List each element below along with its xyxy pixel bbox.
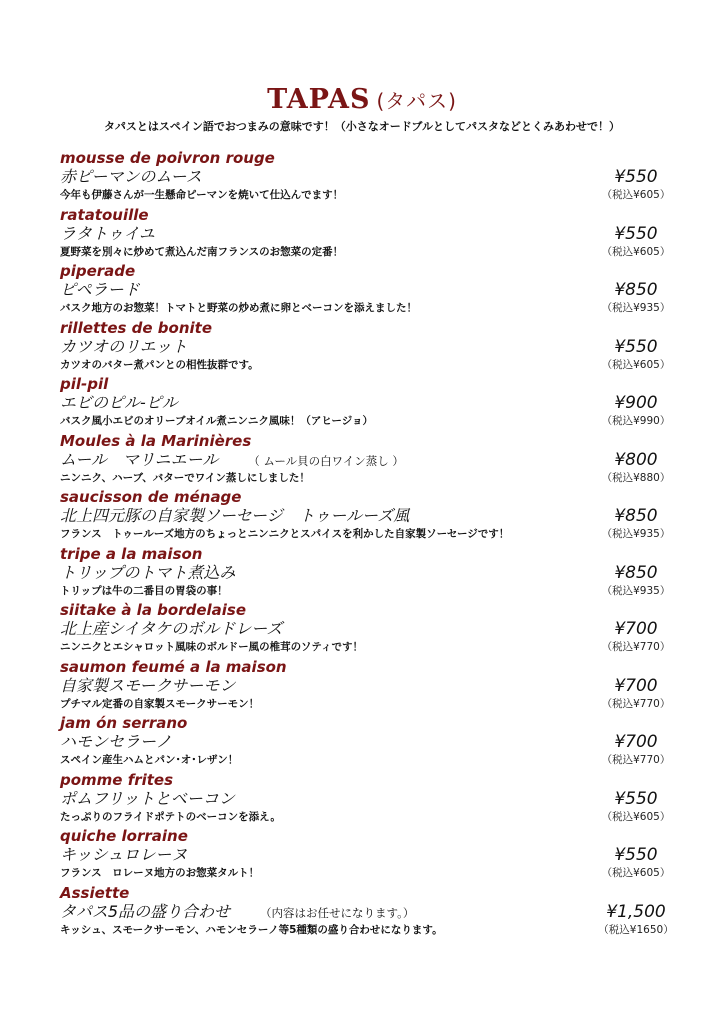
item-price: ¥700 [614,675,658,696]
item-french-name: pomme frites [60,770,174,789]
item-japanese-label: 赤ピーマンのムース [60,167,202,186]
item-price: ¥700 [614,732,658,752]
menu-item [58,715,676,772]
item-price: ¥850 [614,506,658,526]
menu-item [58,207,676,264]
item-description: キッシュ、スモークサーモン、ハモンセラーノ等5種類の盛り合わせになります。 [60,923,443,936]
item-price-with-tax: （税込¥770） [601,697,671,710]
item-french-name: Moules à la Marinières [60,431,252,450]
menu-item [58,659,676,716]
item-price-with-tax: （税込¥935） [601,528,671,540]
item-japanese-name [60,563,235,583]
title-text: TAPAS [267,84,371,115]
menu-item [58,828,676,885]
menu-item [58,320,676,377]
item-description: 今年も伊藤さんが一生懸命ピーマンを焼いて仕込んでます！ [60,189,344,201]
item-description: スペイン産生ハムとパン･オ･レザン！ [60,754,239,766]
item-french-name: saucisson de ménage [60,488,242,506]
item-note: （内容はお任せになります。） [260,905,415,920]
item-price-with-tax: （税込¥605） [601,358,671,371]
intro-text: タパスとはスペイン語でおつまみの意味です！（小さなオードブルとしてパスタなどとくみあわせで！） [103,120,620,133]
item-price: ¥1,500 [606,901,666,922]
item-french-name: piperade [60,262,136,280]
item-price-with-tax: （税込¥935） [601,302,671,314]
item-price-with-tax: （税込¥770） [601,641,671,653]
page-title [0,84,724,115]
item-description: 夏野菜を別々に炒めて煮込んだ南フランスのお惣菜の定番！ [60,245,344,258]
item-japanese-label: ハモンセラーノ [60,732,172,751]
item-japanese-name [60,450,404,470]
item-note: （ ムール貝の白ワイン蒸し ） [248,453,404,468]
item-price-with-tax: （税込¥880） [601,471,671,484]
menu-item [58,602,676,659]
item-price-with-tax: （税込¥990） [601,415,671,427]
item-japanese-label: ラタトゥイユ [60,223,155,243]
item-price: ¥550 [614,336,658,357]
menu-item [58,263,676,320]
item-japanese-label: 北上産シイタケのボルドレーズ [60,619,283,638]
item-description: フランス ロレーヌ地方のお惣菜タルト！ [60,867,260,879]
item-japanese-label: 北上四元豚の自家製ソーセージ トゥールーズ風 [60,506,410,525]
item-japanese-label: 自家製スモークサーモン [60,675,236,695]
item-japanese-label: キッシュロレーヌ [60,845,188,864]
item-japanese-name [60,732,172,752]
item-french-name: pil-pil [60,375,109,393]
item-description: フランス トゥールーズ地方のちょっとニンニクとスパイスを利かした自家製ソーセージです！ [60,528,510,540]
item-price: ¥700 [614,619,658,639]
item-description: バスク地方のお惣菜！トマトと野菜の炒め煮に卵とベーコンを添えました！ [60,302,417,314]
item-price-with-tax: （税込¥935） [601,584,671,597]
item-french-name: mousse de poivron rouge [60,149,275,167]
item-description: カツオのバター煮パンとの相性抜群です。 [60,358,259,371]
item-price: ¥550 [614,223,658,244]
item-french-name: quiche lorraine [60,827,188,845]
item-japanese-name [60,506,409,526]
item-description: トリップは牛の二番目の胃袋の事！ [60,584,228,597]
menu-item [58,489,676,546]
item-price-with-tax: （税込¥605） [601,189,671,201]
item-japanese-name [60,224,155,244]
item-japanese-label: トリップのトマト煮込み [60,562,236,582]
item-price: ¥550 [614,788,658,809]
item-french-name: siitake à la bordelaise [60,601,247,619]
item-price: ¥850 [614,280,658,300]
item-french-name: tripe a la maison [60,544,203,563]
item-french-name: Assiette [60,883,130,902]
item-price-with-tax: （税込¥605） [601,867,671,879]
item-french-name: ratatouille [60,205,149,224]
item-japanese-label: カツオのリエット [60,336,188,356]
item-japanese-name [60,902,414,922]
item-price: ¥550 [614,167,658,187]
item-price-with-tax: （税込¥1650） [598,923,674,936]
item-french-name: rillettes de bonite [60,318,212,337]
item-japanese-name [60,280,140,300]
menu-item [58,885,676,942]
item-price-with-tax: （税込¥605） [601,810,671,823]
item-description: ニンニクとエシャロット風味のボルドー風の椎茸のソティです！ [60,641,364,653]
tapas-menu-list [58,150,676,941]
item-description: ニンニク、ハーブ、バターでワイン蒸しにしました！ [60,471,310,484]
item-japanese-label: エビのピル-ピル [60,393,178,412]
item-japanese-label: ピペラード [60,280,140,299]
title-subtitle: (タパス) [376,89,457,113]
item-japanese-name [60,845,187,865]
item-japanese-label: タパス5品の盛り合わせ [60,901,231,921]
menu-item [58,772,676,829]
item-price: ¥800 [614,449,658,470]
item-japanese-name [60,337,187,357]
menu-item [58,433,676,490]
menu-item [58,150,676,207]
item-price: ¥850 [614,562,658,583]
item-french-name: jam ón serrano [60,714,188,732]
item-description: プチマル定番の自家製スモークサーモン！ [60,697,260,710]
item-japanese-name [60,619,282,639]
item-price-with-tax: （税込¥770） [601,754,671,766]
item-japanese-name [60,167,202,187]
item-japanese-label: ポムフリットとベーコン [60,788,235,808]
menu-item [58,546,676,603]
item-japanese-name [60,676,235,696]
item-description: たっぷりのフライドポテトのベーコンを添え。 [60,810,281,823]
item-japanese-label: ムール マリニエール [60,449,219,469]
item-price-with-tax: （税込¥605） [601,245,671,258]
item-description: バスク風小エビのオリーブオイル煮ニンニク風味！（アヒージョ） [60,415,374,427]
item-price: ¥900 [614,393,658,413]
item-french-name: saumon feumé a la maison [60,657,287,676]
item-japanese-name [60,789,235,809]
item-price: ¥550 [614,845,658,865]
item-japanese-name [60,393,178,413]
menu-item [58,376,676,433]
